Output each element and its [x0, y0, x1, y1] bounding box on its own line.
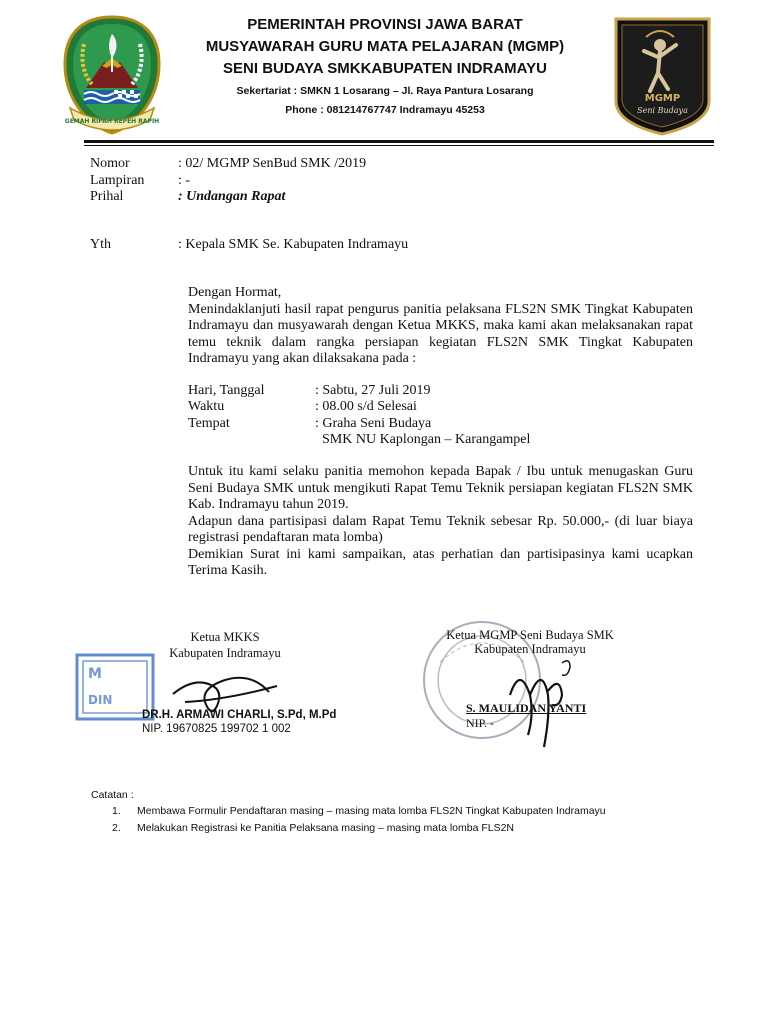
right-signer-nip: NIP. -: [466, 716, 495, 730]
schedule-time-value: : 08.00 s/d Selesai: [315, 399, 417, 414]
intro-paragraph: Menindaklanjuti hasil rapat pengurus panitia pelaksana FLS2N SMK Tingkat Kabupaten Indramayu dan musyawarah dengan Ketua MKKS, maka kami akan melaksanakan rapat temu teknik dalam rangka persiapan kegiatan FLS2N SMK Tingkat Kabupaten Indramayu yang akan dilaksakana pada :: [188, 301, 693, 366]
schedule-day-value: : Sabtu, 27 Juli 2019: [315, 383, 431, 398]
header-phone: Phone : 081214767747 Indramayu 45253: [285, 104, 485, 116]
meta-number-label: Nomor: [90, 156, 130, 171]
meta-subject-label: Prihal: [90, 189, 124, 204]
mgmp-seni-budaya-logo-icon: [610, 15, 715, 137]
schedule-day-label: Hari, Tanggal: [188, 383, 265, 398]
left-signer-title2: Kabupaten Indramayu: [169, 646, 281, 660]
meta-attachment-value: : -: [178, 173, 191, 188]
svg-text:DIN: DIN: [88, 693, 113, 707]
letter-body-intro: [188, 285, 693, 368]
header-address: Sekertariat : SMKN 1 Losarang – Jl. Raya Pantura Losarang: [236, 85, 534, 97]
svg-text:GEMAH RIPAH REPEH RAPIH: GEMAH RIPAH REPEH RAPIH: [64, 118, 160, 125]
svg-text:M: M: [88, 666, 102, 682]
greeting: Dengan Hormat,: [188, 285, 282, 300]
fee-paragraph: Adapun dana partisipasi dalam Rapat Temu Teknik sebesar Rp. 50.000,- (di luar biaya registrasi pendaftaran mata lomba): [188, 513, 693, 545]
schedule-place-value: : Graha Seni Budaya: [315, 416, 432, 431]
header-subject: SENI BUDAYA SMKKABUPATEN INDRAMAYU: [223, 60, 547, 77]
note-item-2: Melakukan Registrasi ke Panitia Pelaksana masing – masing mata lomba FLS2N: [137, 822, 515, 834]
header-organization: MUSYAWARAH GURU MATA PELAJARAN (MGMP): [205, 38, 565, 55]
schedule-time-label: Waktu: [188, 399, 225, 414]
header-government: PEMERINTAH PROVINSI JAWA BARAT: [247, 16, 523, 33]
right-signer-title: Ketua MGMP Seni Budaya SMK: [446, 628, 614, 642]
schedule-place-label: Tempat: [188, 416, 230, 431]
logo-text-top: MGMP: [644, 93, 681, 104]
west-java-emblem-icon: [62, 14, 162, 136]
meta-subject-value: : Undangan Rapat: [178, 189, 286, 204]
note-number-2: 2.: [112, 822, 121, 834]
note-number-1: 1.: [112, 805, 121, 817]
request-paragraph: Untuk itu kami selaku panitia memohon kepada Bapak / Ibu untuk menugaskan Guru Seni Budaya SMK untuk mengikuti Rapat Temu Teknik persiapan kegiatan FLS2N SMK Kab. Indramayu tahun 2019.: [188, 464, 693, 512]
left-signer-title: Ketua MKKS: [190, 630, 260, 644]
note-item-1: Membawa Formulir Pendaftaran masing – masing mata lomba FLS2N Tingkat Kabupaten Indramayu: [137, 805, 606, 817]
addressee-label: Yth: [90, 237, 111, 252]
left-signer-nip: NIP. 19670825 199702 1 002: [142, 723, 291, 735]
meta-number-value: : 02/ MGMP SenBud SMK /2019: [178, 156, 367, 171]
header-rule-thin: [84, 145, 714, 146]
logo-text-bottom: Seni Budaya: [637, 106, 688, 115]
notes-heading: Catatan :: [91, 789, 134, 801]
header-rule-thick: [84, 140, 714, 143]
right-signer-title2: Kabupaten Indramayu: [474, 642, 586, 656]
addressee-value: : Kepala SMK Se. Kabupaten Indramayu: [178, 237, 409, 252]
letter-body-closing: [188, 464, 693, 580]
closing-paragraph: Demikian Surat ini kami sampaikan, atas perhatian dan partisipasinya kami ucapkan Terima Kasih.: [188, 546, 693, 578]
meta-attachment-label: Lampiran: [90, 173, 145, 188]
schedule-place-line2: SMK NU Kaplongan – Karangampel: [322, 432, 531, 447]
left-signer-name: DR.H. ARMAWI CHARLI, S.Pd, M.Pd: [142, 709, 337, 721]
right-signer-name: S. MAULIDAN YANTI: [466, 701, 587, 715]
